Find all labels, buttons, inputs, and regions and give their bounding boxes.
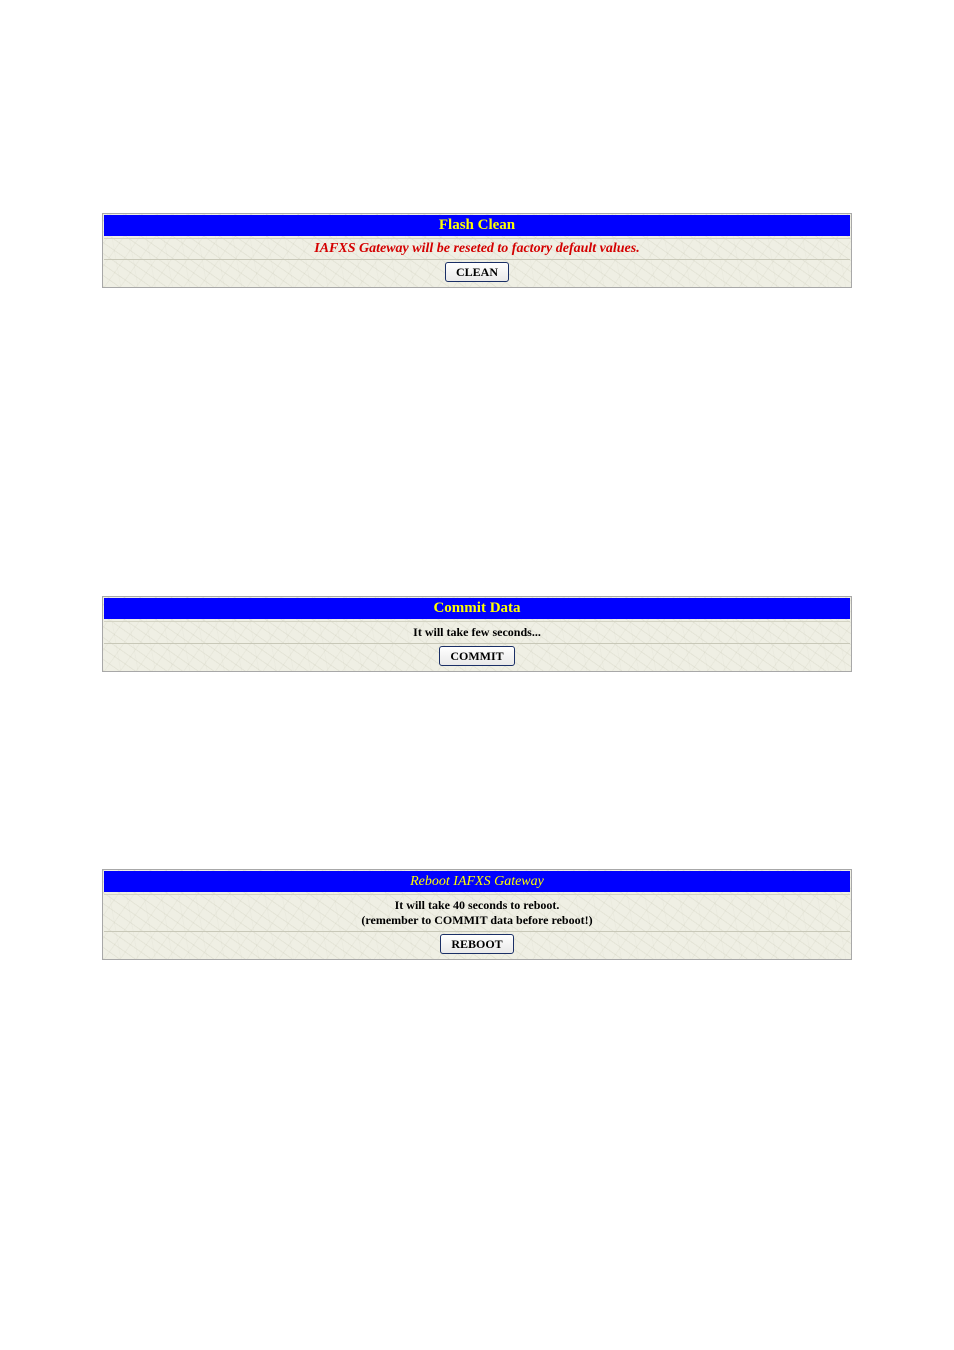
flash-clean-warning: IAFXS Gateway will be reseted to factory default values.	[104, 238, 850, 259]
reboot-message-line-2: (remember to COMMIT data before reboot!)	[361, 913, 593, 927]
reboot-button[interactable]: REBOOT	[440, 934, 513, 954]
commit-data-panel	[102, 596, 852, 672]
reboot-title: Reboot IAFXS Gateway	[104, 871, 850, 892]
reboot-panel	[102, 869, 852, 960]
flash-clean-panel	[102, 213, 852, 288]
reboot-button-row	[104, 931, 850, 958]
reboot-message-line-1: It will take 40 seconds to reboot.	[394, 898, 560, 912]
commit-data-title: Commit Data	[104, 598, 850, 619]
commit-button[interactable]: COMMIT	[439, 646, 514, 666]
flash-clean-button-row	[104, 259, 850, 286]
commit-data-button-row	[104, 643, 850, 670]
flash-clean-title: Flash Clean	[104, 215, 850, 236]
clean-button[interactable]: CLEAN	[445, 262, 509, 282]
commit-data-message: It will take few seconds...	[104, 621, 850, 643]
reboot-message	[104, 894, 850, 931]
